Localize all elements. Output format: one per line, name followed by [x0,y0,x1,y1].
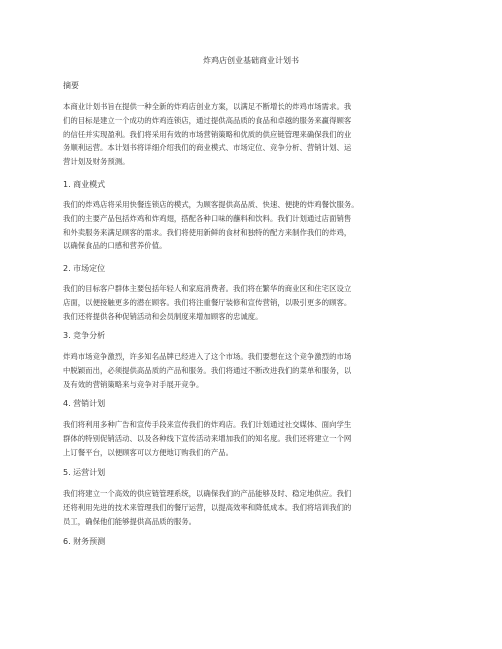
paragraph-line: 店面，以便接触更多的潜在顾客。我们将注重餐厅装修和宣传营销，以吸引更多的顾客。 [63,297,352,307]
section-paragraph-operations [63,487,443,528]
paragraph-line: 及有效的营销策略来与竞争对手展开竞争。 [63,379,204,389]
section-heading-business-model [63,179,443,191]
paragraph-line: 以确保食品的口感和营养价值。 [63,241,167,251]
section-paragraph-competition [63,350,443,391]
paragraph-line: 们的目标是建立一个成功的炸鸡连锁店，通过提供高品质的食品和卓越的服务来赢得顾客 [63,115,352,125]
section-heading: 2. 市场定位 [63,264,106,273]
paragraph-line: 的信任并实现盈利。我们将采用有效的市场营销策略和优质的供应链管理来确保我们的业 [63,129,352,139]
paragraph-line: 本商业计划书旨在提供一种全新的炸鸡店创业方案，以满足不断增长的炸鸡市场需求。我 [63,102,352,111]
paragraph-line: 我们将建立一个高效的供应链管理系统，以确保我们的产品能够及时、稳定地供应。我们 [63,489,352,498]
paragraph-line: 还将利用先进的技术来管理我们的餐厅运营，以提高效率和降低成本。我们将培训我们的 [63,502,352,512]
section-heading-financial-forecast [63,536,443,548]
paragraph-line: 我们的主要产品包括炸鸡和炸鸡翅，搭配各种口味的蘸料和饮料。我们计划通过店面销售 [63,213,352,223]
paragraph-line: 炸鸡市场竞争激烈，许多知名品牌已经进入了这个市场。我们要想在这个竞争激烈的市场 [63,352,352,361]
section-heading: 6. 财务预测 [63,537,106,546]
paragraph-line: 我们还将提供各种促销活动和会员制度来增加顾客的忠诚度。 [63,311,263,321]
abstract-section [63,80,443,92]
section-heading: 5. 运营计划 [63,468,106,477]
section-paragraph-market-positioning [63,282,443,323]
section-paragraph-business-model [63,198,443,253]
section-heading: 3. 竞争分析 [63,331,106,340]
abstract-paragraph [63,100,443,169]
paragraph-line: 群体的特别促销活动、以及各种线下宣传活动来增加我们的知名度。我们还将建立一个网 [63,433,352,443]
document-title: 炸鸡店创业基础商业计划书 [203,56,299,65]
paragraph-line: 我们的目标客户群体主要包括年轻人和家庭消费者。我们将在繁华的商业区和住宅区设立 [63,284,352,293]
paragraph-line: 和外卖服务来满足顾客的需求。我们将使用新鲜的食材和独特的配方来制作我们的炸鸡， [63,227,352,237]
section-paragraph-marketing [63,418,443,459]
paragraph-line: 员工，确保他们能够提供高品质的服务。 [63,516,197,526]
paragraph-line: 务顺利运营。本计划书将详细介绍我们的商业模式、市场定位、竞争分析、营销计划、运 [63,143,352,153]
paragraph-line: 上订餐平台，以便顾客可以方便地订购我们的产品。 [63,447,233,457]
section-heading: 1. 商业模式 [63,180,106,189]
section-heading-marketing [63,398,443,410]
section-heading: 4. 营销计划 [63,399,106,408]
abstract-heading: 摘要 [63,81,79,90]
paragraph-line: 我们将利用多种广告和宣传手段来宣传我们的炸鸡店。我们计划通过社交媒体、面向学生 [63,420,352,429]
paragraph-line: 营计划及财务预测。 [63,157,130,167]
paragraph-line: 中脱颖而出，必须提供高品质的产品和服务。我们将通过不断改进我们的菜单和服务，以 [63,365,352,375]
section-heading-competition [63,330,443,342]
paragraph-line: 我们的炸鸡店将采用快餐连锁店的模式，为顾客提供高品质、快速、便捷的炸鸡餐饮服务。 [63,200,359,209]
section-heading-operations [63,467,443,479]
section-heading-market-positioning [63,263,443,275]
